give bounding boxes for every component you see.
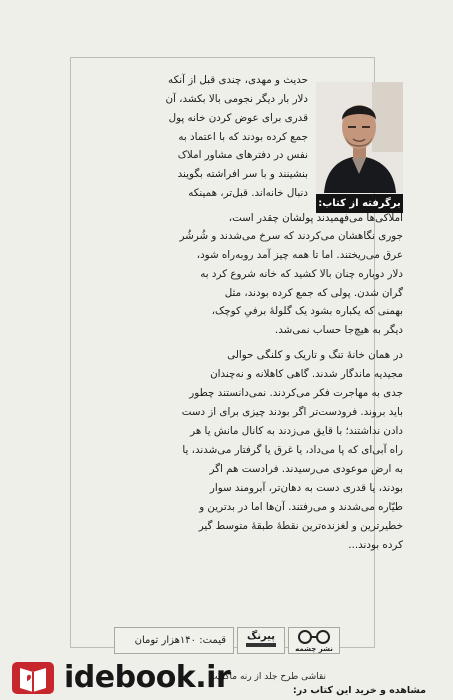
- watermark-tagline: مشاهده و خرید این کتاب در:: [292, 685, 426, 696]
- text-line: حدیث و مهدی، چندی قبل از آنکه: [168, 74, 308, 86]
- pirang-logo: [238, 628, 284, 653]
- text-line: راه آبی‌ای که پا می‌داد، یا غرق یا گرفتار می‌شدند، یا: [182, 444, 403, 456]
- publisher-logo-2-box: [288, 627, 340, 654]
- text-line: نفس در دفترهای مشاور املاک: [177, 149, 308, 161]
- svg-text:نشر چشمه: نشر چشمه: [295, 645, 333, 653]
- text-line: طیّاره می‌شدند و می‌رفتند. آن‌ها اما در بدترین و: [199, 501, 403, 513]
- text-line: کرده بودند...: [348, 539, 403, 551]
- text-line: جدی به مهاجرت فکر می‌کردند. نمی‌دانستند چطور: [189, 387, 403, 399]
- book-logo-icon: [8, 658, 60, 696]
- publisher-logo-1-box: [237, 627, 285, 654]
- text-line: قدری برای عوض کردن خانه پول: [168, 112, 308, 124]
- watermark-logo: [8, 658, 60, 696]
- text-line: باید بروند. فرودست‌تر اگر بودند چیزی برای از دست: [181, 406, 403, 418]
- text-line: جوری نگاهشان می‌کردند که سرخ می‌شدند و شُرشُر: [179, 230, 403, 242]
- text-line: دلار دوباره چنان بالا کشید که خانه شروع کرد به: [200, 268, 403, 280]
- text-line: گران شدن. پولی که جمع کرده بودند، مثل: [224, 287, 403, 299]
- text-line: املاکی‌ها می‌فهمیدند پولشان چقدر است،: [228, 212, 403, 224]
- author-photo: [316, 82, 403, 193]
- text-line: دنبال خانه‌اند. قبل‌تر، همینکه: [188, 187, 308, 199]
- text-line: دیگر به هیچ‌جا حساب نمی‌شد.: [274, 324, 403, 336]
- author-portrait-image: [316, 82, 403, 193]
- text-line: بنشینند و با سر افراشته بگویند: [177, 168, 308, 180]
- text-line: خطیرترین و لغزنده‌ترین نقطهٔ طبقهٔ متوسط گیر: [198, 520, 403, 532]
- svg-text:پیرنگ: پیرنگ: [246, 631, 276, 642]
- text-line: جمع کرده بودند که با اعتماد به: [178, 131, 308, 143]
- excerpt-label: برگرفته از کتاب:: [316, 194, 403, 213]
- cheshmeh-logo: [289, 628, 339, 653]
- text-line: بودند، یا قدری دست به دهان‌تر، آبرومند سوار: [209, 482, 403, 494]
- text-line: بهمنی که یکباره بشود یک گلولهٔ برفیِ کوچک،: [211, 305, 403, 317]
- price-text: قیمت: ۱۴۰هزار تومان: [134, 635, 226, 646]
- text-line: به ارض موعودی می‌رسیدند. فرادست هم اگر: [209, 463, 403, 475]
- cover-designer-credit: نقاشی طرح جلد از رنه ماگریت: [208, 672, 326, 682]
- watermark-site[interactable]: idebook.ir: [64, 660, 231, 695]
- text-line: دلار بار دیگر نجومی بالا بکشد، آن: [165, 93, 308, 105]
- text-line: دادن نداشتند؛ با قایق می‌زدند به کانال مانش یا هر: [190, 425, 403, 437]
- text-line: در همان خانهٔ تنگ و تاریک و کلنگی حوالی: [227, 349, 403, 361]
- text-line: عرق می‌ریختند. اما تا همه چیز آمد روبه‌راه شود،: [196, 249, 403, 261]
- text-line: مجیدیه ماندگار شدند. گاهی کاهلانه و نه‌چندان: [210, 368, 403, 380]
